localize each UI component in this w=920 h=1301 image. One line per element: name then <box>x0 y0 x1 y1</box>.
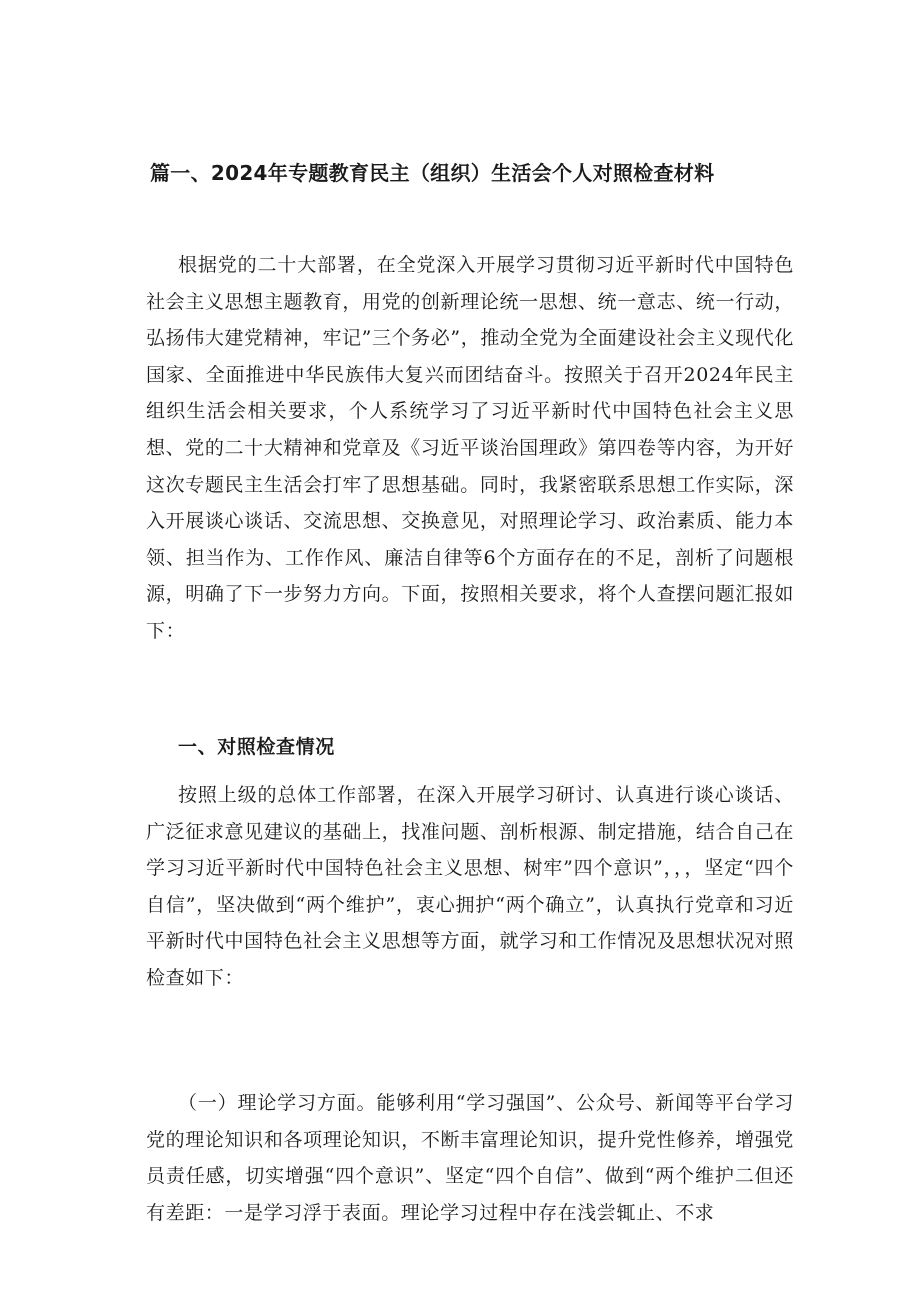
document-title: 篇一、2024年专题教育民主（组织）生活会个人对照检查材料 <box>150 161 715 185</box>
section-1-paragraph: 按照上级的总体工作部署，在深入开展学习研讨、认真进行谈心谈话、广泛征求意见建议的基础上，找准问题、剖析根源、制定措施，结合自己在学习习近平新时代中国特色社会主义思想、树牢”四个意识”，，，坚定“四个自信”，坚决做到“两个维护”，衷心拥护“两个确立”，认真执行党章和习近平新时代中国特色社会主义思想等方面，就学习和工作情况及思想状况对照检查如下： <box>146 784 794 989</box>
subsection-1-paragraph: （一）理论学习方面。能够利用“学习强国”、公众号、新闻等平台学习党的理论知识和各项理论知识，不断丰富理论知识，提升党性修养，增强党员责任感，切实增强“四个意识”、坚定“四个自信”、做到“两个维护二但还有差距：一是学习浮于表面。理论学习过程中存在浅尝辄止、不求 <box>146 1092 794 1224</box>
intro-paragraph: 根据党的二十大部署，在全党深入开展学习贯彻习近平新时代中国特色社会主义思想主题教育，用党的创新理论统一思想、统一意志、统一行动，弘扬伟大建党精神，牢记”三个务必”，推动全党为全面建设社会主义现代化国家、全面推进中华民族伟大复兴而团结奋斗。按照关于召开2024年民主组织生活会相关要求，个人系统学习了习近平新时代中国特色社会主义思想、党的二十大精神和党章及《习近平谈治国理政》第四卷等内容，为开好这次专题民主生活会打牢了思想基础。同时，我紧密联系思想工作实际，深入开展谈心谈话、交流思想、交换意见，对照理论学习、政治素质、能力本领、担当作为、工作作风、廉洁自律等6个方面存在的不足，剖析了问题根源，明确了下一步努力方向。下面，按照相关要求，将个人查摆问题汇报如下： <box>146 254 794 642</box>
section-heading-1: 一、对照检查情况 <box>178 736 335 758</box>
